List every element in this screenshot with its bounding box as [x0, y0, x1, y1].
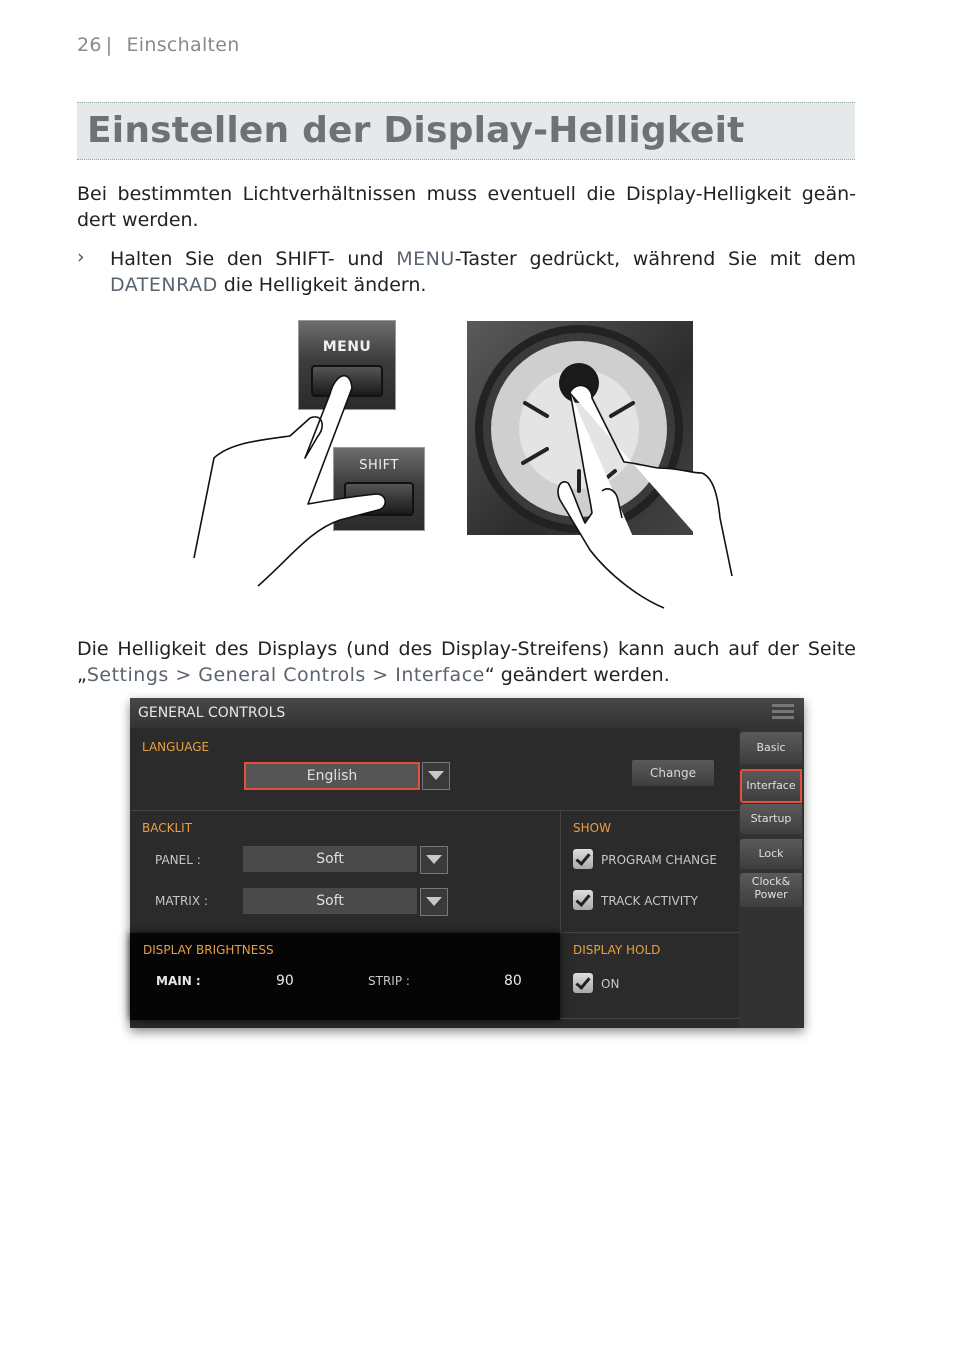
language-select[interactable]: English	[244, 762, 420, 790]
display-brightness-section	[130, 933, 560, 1020]
display-hold-label: DISPLAY HOLD	[573, 943, 661, 957]
section-title-bar	[77, 102, 855, 160]
program-change-checkbox[interactable]	[573, 849, 593, 869]
matrix-select[interactable]: Soft	[243, 888, 417, 914]
display-hold-on-label: ON	[601, 977, 620, 991]
panel-select[interactable]: Soft	[243, 846, 417, 872]
change-button[interactable]: Change	[632, 760, 714, 786]
gui-title: GENERAL CONTROLS	[138, 705, 286, 721]
program-change-label: PROGRAM CHANGE	[601, 853, 718, 867]
backlit-section	[130, 811, 561, 932]
gui-title-bar	[130, 698, 804, 728]
running-header	[77, 34, 240, 56]
panel-dropdown-arrow-icon[interactable]	[420, 846, 448, 874]
hardware-illustration	[190, 318, 750, 610]
strip-label: STRIP :	[368, 974, 410, 988]
step-text-1: Halten Sie den SHIFT- und	[110, 248, 397, 270]
language-section	[130, 728, 740, 811]
main-value[interactable]: 90	[276, 973, 294, 989]
note-paragraph	[77, 636, 856, 688]
intro-paragraph: Bei bestimmten Lichtverhältnissen muss eventuell die Display-Helligkeit geän-dert werden.	[77, 183, 856, 231]
settings-path: Settings > General Controls > Interface	[86, 664, 485, 686]
tab-power-line: Power	[754, 888, 788, 901]
datenrad-keyword: DATENRAD	[110, 274, 218, 296]
shift-button-label: SHIFT	[359, 458, 399, 473]
step-text-3: die Helligkeit ändern.	[217, 274, 427, 296]
menu-keyword: MENU	[396, 248, 455, 270]
panel-label: PANEL :	[155, 853, 201, 867]
display-brightness-label: DISPLAY BRIGHTNESS	[143, 943, 274, 957]
hands-outline-svg	[190, 318, 750, 610]
language-dropdown-arrow-icon[interactable]	[422, 762, 450, 790]
tab-startup[interactable]: Startup	[740, 804, 802, 834]
display-hold-checkbox[interactable]	[573, 973, 593, 993]
language-section-label: LANGUAGE	[142, 740, 210, 754]
show-section	[561, 811, 740, 933]
note-text-1: Die Helligkeit des Displays (und des Display-Streifens) kann auch auf der Seite „	[77, 638, 856, 686]
header-separator: |	[105, 34, 113, 56]
track-activity-checkbox[interactable]	[573, 890, 593, 910]
tab-clock-power[interactable]	[740, 873, 802, 907]
tab-clock-line: Clock&	[751, 875, 791, 888]
step-paragraph	[110, 246, 856, 298]
display-hold-section	[561, 933, 740, 1019]
chapter-name: Einschalten	[126, 34, 240, 56]
note-text-2: “ geändert werden.	[484, 664, 670, 686]
general-controls-screenshot	[130, 698, 804, 1028]
step-text-2: -Taster gedrückt, während Sie mit dem	[454, 248, 856, 270]
menu-icon[interactable]	[772, 704, 794, 720]
tab-interface[interactable]: Interface	[740, 769, 802, 803]
section-title: Einstellen der Display-Helligkeit	[87, 110, 745, 151]
backlit-section-label: BACKLIT	[142, 821, 193, 835]
matrix-label: MATRIX :	[155, 894, 208, 908]
tab-lock[interactable]: Lock	[740, 839, 802, 869]
main-label: MAIN :	[156, 974, 201, 988]
matrix-dropdown-arrow-icon[interactable]	[420, 888, 448, 916]
show-section-label: SHOW	[573, 821, 611, 835]
track-activity-label: TRACK ACTIVITY	[601, 894, 698, 908]
page-number: 26	[77, 34, 102, 56]
strip-value[interactable]: 80	[504, 973, 522, 989]
tab-basic[interactable]: Basic	[740, 732, 802, 764]
bullet-marker: ›	[77, 246, 85, 268]
menu-button-label: MENU	[322, 339, 372, 355]
